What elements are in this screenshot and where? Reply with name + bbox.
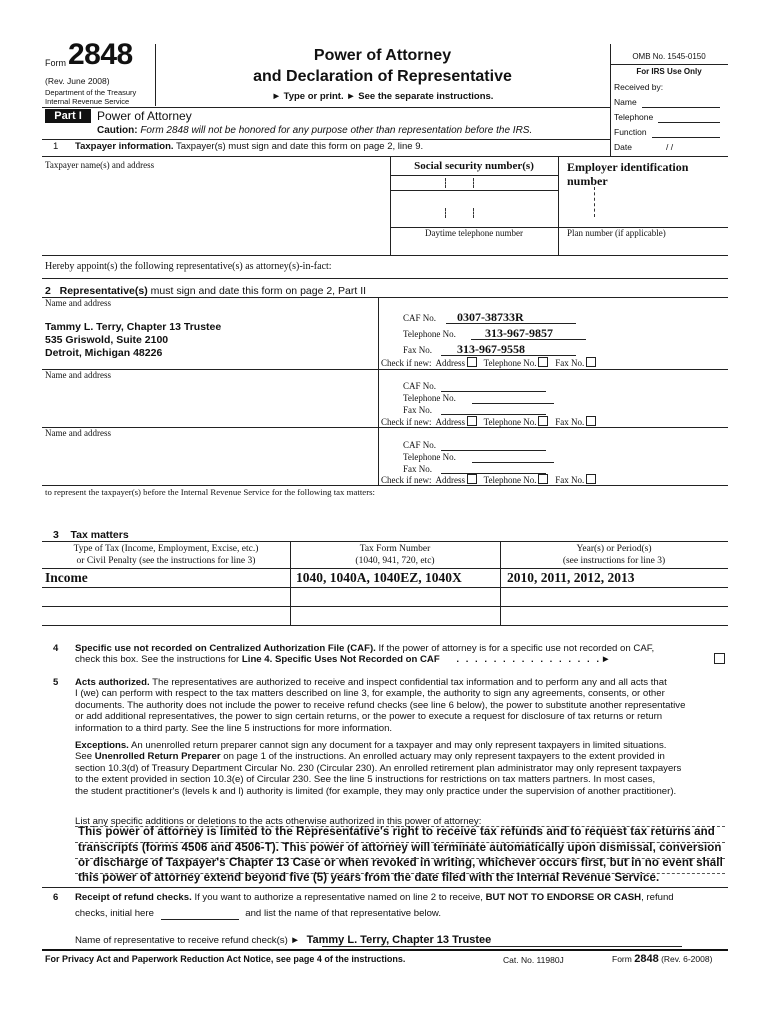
form-number: 2848	[68, 38, 133, 71]
irs-telephone-label: Telephone	[614, 112, 654, 122]
telephone-label: Telephone No.	[483, 358, 537, 368]
rep3-fax-label: Fax No.	[403, 464, 432, 474]
line5-paragraph	[75, 677, 735, 734]
rep1-caf-value[interactable]: 0307-38733R	[457, 310, 524, 324]
line4-number: 4	[53, 643, 59, 654]
refund-rep-name[interactable]: Tammy L. Terry, Chapter 13 Trustee	[306, 934, 492, 946]
rep1-tel-label: Telephone No.	[403, 329, 456, 339]
telephone-label: Telephone No.	[483, 475, 537, 485]
line6-text2a: checks, initial here	[75, 908, 154, 919]
rep1-tel-value[interactable]: 313-967-9857	[485, 326, 553, 340]
line4-dots: . . . . . . . . . . . . . . . .►	[456, 654, 613, 666]
rep2-address-checkbox[interactable]	[467, 416, 477, 426]
form-title-line2: and Declaration of Representative	[253, 68, 512, 85]
line5-p1-2: documents. The authority does not include the power to receive refund checks (see line 6 below), the power to substitute another representative	[75, 699, 686, 711]
rep3-name-label: Name and address	[45, 428, 111, 438]
line5-number: 5	[53, 677, 59, 688]
tax-years-row1[interactable]: 2010, 2011, 2012, 2013	[507, 570, 635, 585]
irs-date-slashes: / /	[666, 142, 674, 152]
caution-text: Form 2848 will not be honored for any purpose other than representation before the IRS.	[140, 125, 533, 136]
part1-label: Part I	[45, 109, 91, 123]
rep2-name-label: Name and address	[45, 370, 111, 380]
check-new-label: Check if new:	[381, 475, 432, 485]
line6-bold: Receipt of refund checks.	[75, 892, 192, 903]
line2-number: 2	[45, 285, 51, 297]
tax-type-header-line1: Type of Tax (Income, Employment, Excise, etc.)	[73, 544, 259, 554]
line3-heading	[53, 529, 129, 541]
line5-bold: Acts authorized.	[75, 677, 150, 688]
caution-label: Caution:	[97, 125, 138, 136]
exceptions-1: An unenrolled return preparer cannot sign any document for a taxpayer and may only represent taxpayers in limited situations.	[131, 740, 667, 751]
line4-text2a: check this box. See the instructions for	[75, 654, 240, 666]
rep2-caf-label: CAF No.	[403, 381, 437, 391]
footer-form-word: Form	[612, 954, 632, 964]
department: Department of the Treasury	[45, 88, 137, 97]
line4-text	[75, 643, 735, 666]
catalog-number: Cat. No. 11980J	[503, 955, 564, 965]
revision-date: (Rev. June 2008)	[45, 76, 110, 86]
rep1-telephone-checkbox[interactable]	[538, 357, 548, 367]
refund-rep-label: Name of representative to receive refund check(s) ►	[75, 935, 300, 946]
line3-number: 3	[53, 529, 59, 541]
rep3-tel-label: Telephone No.	[403, 452, 456, 462]
tax-years-header-line1: Year(s) or Period(s)	[576, 544, 652, 554]
received-by-label: Received by:	[614, 82, 664, 92]
rep2-telephone-checkbox[interactable]	[538, 416, 548, 426]
rep3-telephone-checkbox[interactable]	[538, 474, 548, 484]
rep1-check-new	[381, 357, 596, 368]
line2-title: Representative(s)	[59, 285, 148, 297]
initial-field[interactable]	[161, 908, 239, 920]
line6-number: 6	[53, 892, 59, 903]
additions-label: List any specific additions or deletions to the acts otherwise authorized in this power of attorney:	[75, 816, 482, 827]
rep2-check-new	[381, 416, 596, 427]
refund-rep-row	[75, 934, 491, 946]
line1-heading	[75, 141, 423, 152]
daytime-phone-label: Daytime telephone number	[425, 228, 523, 238]
line5-p1-3: or add additional representatives, the power to sign certain returns, or the power to execute a request for disclosure of tax returns or return	[75, 711, 663, 723]
line5-p1-1: I (we) can perform with respect to the tax matters described on line 3, for example, the authority to sign any agreements, consents, or other	[75, 688, 665, 700]
line1-text: Taxpayer(s) must sign and date this form on page 2, line 9.	[176, 141, 424, 152]
tax-form-header-line1: Tax Form Number	[359, 544, 431, 554]
rep2-fax-checkbox[interactable]	[586, 416, 596, 426]
rep2-fax-label: Fax No.	[403, 405, 432, 415]
exceptions-2c: on page 1 of the instructions. An enrolled actuary may only represent taxpayers to the extent provided in	[223, 751, 665, 763]
irs-name-label: Name	[614, 97, 637, 107]
fax-label: Fax No.	[555, 475, 585, 485]
rep1-fax-checkbox[interactable]	[586, 357, 596, 367]
privacy-notice: For Privacy Act and Paperwork Reduction Act Notice, see page 4 of the instructions.	[45, 954, 406, 964]
address-label: Address	[435, 475, 465, 485]
line6-text2	[75, 908, 441, 920]
line5-p1-4: information to a third party. See the line 5 instructions for more information.	[75, 722, 393, 734]
tax-form-header	[290, 543, 500, 567]
rep3-address-checkbox[interactable]	[467, 474, 477, 484]
line4-text1: If the power of attorney is for a specific use not recorded on CAF,	[378, 643, 655, 654]
irs-date-label: Date	[614, 142, 632, 152]
caution	[97, 125, 532, 136]
exceptions-2a: See	[75, 751, 93, 763]
line6-text1b: , refund	[641, 892, 674, 903]
line4-text2b: Line 4. Specific Uses Not Recorded on CAF	[241, 654, 440, 666]
line6-text1a: If you want to authorize a representative named on line 2 to receive,	[194, 892, 483, 903]
fax-label: Fax No.	[555, 358, 585, 368]
footer-form-id	[612, 953, 712, 965]
irs-use-only: For IRS Use Only	[636, 67, 702, 76]
agency: Internal Revenue Service	[45, 97, 130, 106]
rep1-address1: 535 Griswold, Suite 2100	[45, 334, 169, 346]
taxpayer-name-label: Taxpayer name(s) and address	[45, 160, 155, 170]
addition-line2[interactable]: transcripts (forms 4506 and 4506-T). This power of attorney will terminate automatically upon dismissal, conversion	[78, 842, 722, 854]
addition-line3[interactable]: or discharge of Taxpayer's Chapter 13 Case or when revoked in writing, whichever occurs first, but in no event shall	[78, 857, 723, 869]
plan-number-label: Plan number (if applicable)	[567, 228, 666, 238]
form-title-line1: Power of Attorney	[313, 47, 452, 64]
exceptions-bold: Exceptions.	[75, 740, 129, 751]
ssn-label: Social security number(s)	[414, 160, 534, 172]
line1-number: 1	[53, 141, 59, 152]
rep1-name: Tammy L. Terry, Chapter 13 Trustee	[45, 321, 222, 333]
line2-text: must sign and date this form on page 2, Part II	[150, 285, 367, 297]
rep3-fax-checkbox[interactable]	[586, 474, 596, 484]
line5-exceptions	[75, 740, 735, 797]
footer-revision: (Rev. 6-2008)	[661, 954, 713, 964]
tax-type-header-line2: or Civil Penalty (see the instructions for line 3)	[76, 556, 256, 566]
addition-line4[interactable]: this power of attorney extend beyond five (5) years from the date filed with the Internal Revenue Service.	[78, 872, 660, 884]
line3-title: Tax matters	[70, 529, 129, 541]
rep1-fax-label: Fax No.	[403, 345, 432, 355]
line4-checkbox[interactable]	[714, 653, 725, 664]
address-label: Address	[435, 417, 465, 427]
exceptions-rest-0: section 10.3(d) of Treasury Department Circular No. 230 (Circular 230). An enrolled retirement plan administrator may only represent taxpayers	[75, 762, 682, 774]
exceptions-rest-1: to the extent provided in section 10.3(e) of Circular 230. See the line 5 instructions for restrictions on tax matters partners. In most cases,	[75, 774, 656, 786]
line6-bold2: BUT NOT TO ENDORSE OR CASH	[485, 892, 642, 903]
line6-text1	[75, 892, 674, 903]
rep3-check-new	[381, 474, 596, 485]
tax-years-header-line2: (see instructions for line 3)	[562, 556, 666, 566]
line6-text2b: and list the name of that representative below.	[245, 908, 441, 919]
rep1-caf-label: CAF No.	[403, 313, 437, 323]
tax-form-row1[interactable]: 1040, 1040A, 1040EZ, 1040X	[296, 570, 462, 585]
ein-label: Employer identification number	[567, 160, 689, 188]
line4-bold: Specific use not recorded on Centralized Authorization File (CAF).	[75, 643, 376, 654]
rep1-fax-value[interactable]: 313-967-9558	[457, 342, 525, 356]
fax-label: Fax No.	[555, 417, 585, 427]
part1-title: Power of Attorney	[97, 109, 192, 123]
omb-number: OMB No. 1545-0150	[632, 52, 706, 61]
line1-title: Taxpayer information.	[75, 141, 174, 152]
form-word: Form	[45, 58, 66, 68]
line5-p1-0: The representatives are authorized to receive and inspect confidential tax information and to perform any and all acts that	[152, 677, 667, 688]
line2-heading	[45, 285, 366, 297]
tax-type-row1[interactable]: Income	[45, 570, 88, 585]
rep1-address2: Detroit, Michigan 48226	[45, 347, 163, 359]
telephone-label: Telephone No.	[483, 417, 537, 427]
appoint-text: Hereby appoint(s) the following representative(s) as attorney(s)-in-fact:	[45, 261, 332, 272]
address-label: Address	[435, 358, 465, 368]
exceptions-2b: Unenrolled Return Preparer	[94, 751, 221, 763]
tax-type-header	[42, 543, 290, 567]
rep2-tel-label: Telephone No.	[403, 393, 456, 403]
addition-line1[interactable]: This power of attorney is limited to the Representative's right to receive tax refunds and to request tax returns and	[78, 826, 715, 838]
check-new-label: Check if new:	[381, 417, 432, 427]
rep3-caf-label: CAF No.	[403, 440, 437, 450]
footer-form-number: 2848	[634, 953, 659, 965]
tax-form-header-line2: (1040, 941, 720, etc)	[355, 556, 435, 566]
irs-function-label: Function	[614, 127, 647, 137]
represent-text: to represent the taxpayer(s) before the Internal Revenue Service for the following tax matters:	[45, 487, 375, 497]
exceptions-rest-2: the student practitioner's (levels k and l) authority is limited (for example, they may only practice under the supervision of another practitioner).	[75, 785, 677, 797]
type-or-print-instruction: ► Type or print. ► See the separate instructions.	[271, 91, 494, 102]
check-new-label: Check if new:	[381, 358, 432, 368]
tax-years-header	[500, 543, 728, 567]
rep1-address-checkbox[interactable]	[467, 357, 477, 367]
rep1-name-label: Name and address	[45, 298, 111, 308]
